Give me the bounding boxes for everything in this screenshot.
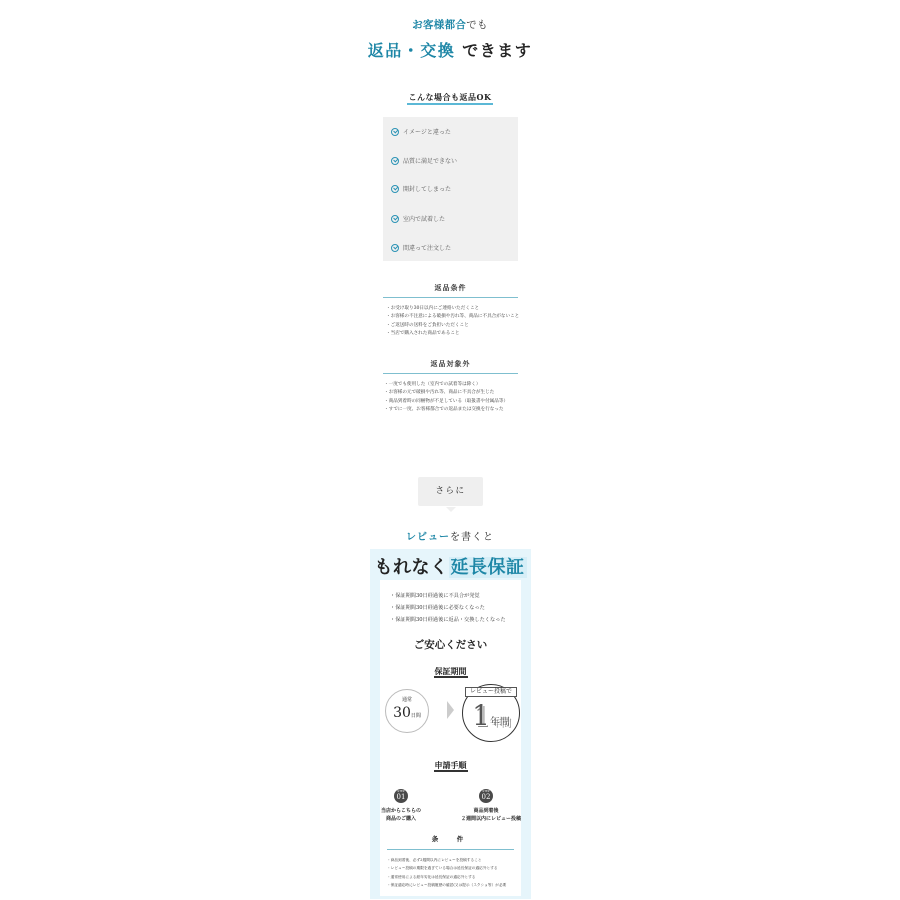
list-item: ・すでに一度、お客様都合での返品または交換を行なった xyxy=(384,406,504,412)
arrow-right-icon xyxy=(447,701,454,719)
normal-value-wrap xyxy=(386,705,428,721)
step-number: 02 xyxy=(481,793,491,801)
step-label: STEP xyxy=(482,790,490,793)
extended-value-wrap xyxy=(463,699,519,732)
list-item: ・保証適応時にレビュー投稿履歴の確認(又は提示（スクショ等）が必要 xyxy=(387,882,507,887)
intro-accent: お客様都合 xyxy=(412,19,467,31)
return-conditions-list xyxy=(386,305,519,338)
step-number: 01 xyxy=(396,793,406,801)
list-item: ・レビュー投稿の期限を過ぎている場合は延長保証の適応外とする xyxy=(387,866,498,871)
ok-list-box xyxy=(383,117,518,261)
step-caption-line: 当店からこちらの xyxy=(381,808,422,814)
ok-item xyxy=(391,243,451,252)
list-item: ・通常使用による経年劣化は延長保証の適応外とする xyxy=(387,874,476,879)
ok-item-label: 開封してしまった xyxy=(403,186,452,193)
ok-item xyxy=(391,127,451,136)
step-badge-1 xyxy=(394,789,408,803)
warranty-title-accent: 延長保証 xyxy=(450,557,525,578)
list-item: ・保証期間30日経過後に返品・交換したくなった xyxy=(390,617,506,623)
review-tag: レビュー投稿で xyxy=(465,687,517,697)
conditions-title: 条 件 xyxy=(431,835,470,843)
list-item: ・保証期間30日経過後に不具合が発覚 xyxy=(390,593,480,599)
step-caption-line: 商品のご購入 xyxy=(385,815,416,822)
check-circle-icon xyxy=(391,185,399,193)
extended-value: 1 xyxy=(472,699,490,732)
list-item: ・商品到着後、必ず2週間以内にレビューを投稿すること xyxy=(387,858,482,862)
review-line xyxy=(0,528,900,543)
normal-period-circle xyxy=(385,689,429,733)
review-accent: レビュー xyxy=(406,532,450,543)
intro-subtitle xyxy=(0,17,900,32)
not-eligible-list xyxy=(384,381,508,414)
extended-unit: 年間 xyxy=(489,717,510,728)
check-circle-icon xyxy=(391,157,399,165)
ok-item xyxy=(391,184,451,193)
list-item: ・ご返送時の送料をご負担いただくこと xyxy=(386,322,469,328)
step-caption-1 xyxy=(381,808,421,823)
extended-period-circle xyxy=(462,684,520,742)
divider xyxy=(383,297,518,298)
list-item: ・一度でも使用した（室内での試着等は除く） xyxy=(384,382,481,387)
ok-item-label: 室内で試着した xyxy=(403,216,446,223)
intro-title-accent: 返品・交換 xyxy=(367,41,456,60)
ok-section-title-text: こんな場合も返品OK xyxy=(407,92,494,105)
warranty-title-plain: もれなく xyxy=(374,557,449,578)
ok-section-title xyxy=(0,92,900,103)
not-eligible-title: 返品対象外 xyxy=(430,359,471,368)
check-circle-icon xyxy=(391,244,399,252)
ok-item xyxy=(391,156,457,165)
procedure-label-text: 申請手順 xyxy=(434,761,467,770)
warranty-cases xyxy=(390,590,506,626)
step-caption-line: 商品到着後 xyxy=(473,808,499,814)
step-badge-2 xyxy=(479,789,493,803)
reassure-heading: ご安心ください xyxy=(413,639,488,651)
divider xyxy=(387,849,514,850)
list-item: ・商品到着時の同梱物が不足している（取扱書や付属品等） xyxy=(384,398,509,404)
step-caption-2 xyxy=(461,808,522,823)
list-item: ・お客様の不注意による破損や汚れ等、商品に不具合がないこと xyxy=(386,314,520,320)
return-conditions-title: 返品条件 xyxy=(434,283,467,292)
list-item: ・当店で購入された商品であること xyxy=(386,330,460,336)
normal-label: 通常 xyxy=(401,697,412,703)
review-rest: を書くと xyxy=(450,532,494,543)
intro-title xyxy=(0,38,900,61)
further-badge: さらに xyxy=(418,477,483,506)
normal-value: 30 xyxy=(393,705,411,721)
warranty-title xyxy=(370,553,531,579)
step-label: STEP xyxy=(397,790,405,793)
ok-item-label: 間違って注文した xyxy=(403,245,452,252)
list-item: ・保証期間30日経過後に必要なくなった xyxy=(390,605,485,611)
intro-title-rest: できます xyxy=(455,41,533,60)
step-caption-line: ２週間以内にレビュー投稿 xyxy=(461,815,522,822)
list-item: ・お受け取り30日以内にご連絡いただくこと xyxy=(386,306,480,311)
ok-item xyxy=(391,214,445,223)
ok-item-label: イメージと違った xyxy=(403,129,451,136)
normal-unit: 日間 xyxy=(410,713,421,719)
intro-rest: でも xyxy=(466,19,488,31)
check-circle-icon xyxy=(391,128,399,136)
list-item: ・お客様の元で破損や汚れ等、商品に不具合が生じた xyxy=(384,390,495,396)
conditions-list xyxy=(387,856,506,889)
divider xyxy=(383,373,518,374)
ok-item-label: 品質に満足できない xyxy=(403,158,458,165)
check-circle-icon xyxy=(391,215,399,223)
procedure-label xyxy=(380,760,521,771)
period-label-text: 保証期間 xyxy=(434,667,467,676)
period-label xyxy=(380,666,521,677)
